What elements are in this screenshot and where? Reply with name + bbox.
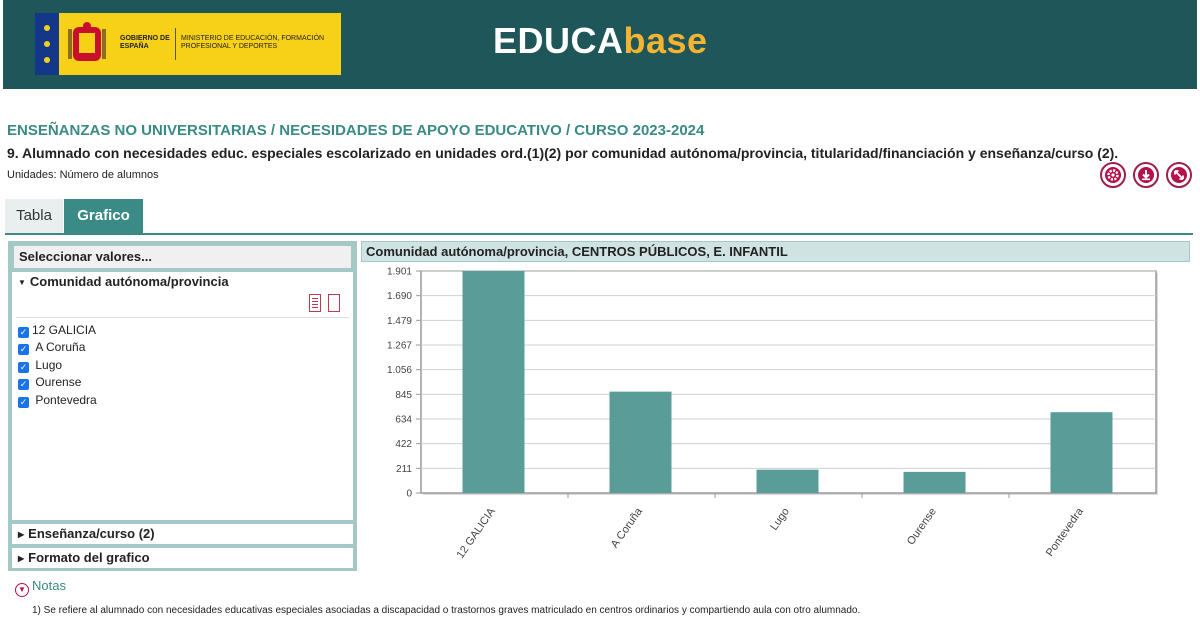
checkbox-checked-icon[interactable]: ✓ [19, 362, 28, 372]
list-item-label: Lugo [35, 358, 63, 372]
government-logo[interactable] [35, 13, 341, 75]
y-tick-label: 1.267 [386, 340, 412, 352]
units-label: Unidades: Número de alumnos [7, 169, 159, 181]
ministry-label: MINISTERIO DE EDUCACIÓN, FORMACIÓN PROFESIONAL Y DEPORTES [181, 35, 325, 50]
bar [463, 271, 525, 493]
checkbox-checked-icon[interactable]: ✓ [19, 344, 28, 354]
region-section [12, 272, 353, 520]
checkbox-checked-icon[interactable]: ✓ [19, 327, 28, 337]
section-divider [16, 317, 349, 318]
note-item: 1) Se refiere al alumnado con necesidades educativas especiales asociadas a discapacidad o trastornos graves matriculado en centros ordinarios y compartiendo aula con otro alumnado. [32, 605, 861, 616]
list-item-label: Pontevedra [35, 393, 97, 407]
chevron-down-icon: ▼ [15, 583, 29, 597]
educabase-logo[interactable] [493, 20, 708, 62]
breadcrumb: ENSEÑANZAS NO UNIVERSITARIAS / NECESIDADES DE APOYO EDUCATIVO / CURSO 2023-2024 [7, 122, 705, 139]
select-values-header: Seleccionar valores... [14, 246, 351, 268]
download-icon [1137, 166, 1155, 184]
tab-underline [5, 233, 1193, 235]
format-section-title: Formato del grafico [28, 550, 150, 565]
y-tick-label: 1.056 [386, 365, 412, 377]
list-item[interactable] [18, 374, 81, 390]
y-tick-label: 1.479 [386, 315, 412, 327]
notes-toggle[interactable] [15, 578, 66, 597]
selection-panel [8, 241, 357, 571]
bar [1051, 412, 1113, 493]
region-section-title: Comunidad autónoma/provincia [29, 274, 229, 289]
course-section-toggle[interactable] [12, 524, 353, 545]
plot-area [421, 271, 1156, 493]
list-item-label: Ourense [35, 375, 82, 389]
x-tick-label: A Coruña [608, 505, 645, 551]
tab-grafico[interactable]: Grafico [64, 199, 143, 233]
y-tick-label: 1.690 [386, 291, 412, 303]
bar [904, 472, 966, 493]
fullscreen-button[interactable] [1166, 162, 1192, 188]
site-header [3, 0, 1197, 89]
bar-chart [361, 262, 1190, 572]
x-tick-label: 12 GALICIA [454, 505, 498, 561]
y-tick-label: 1.901 [386, 266, 412, 278]
checkbox-checked-icon[interactable]: ✓ [19, 397, 28, 407]
bar [757, 470, 819, 493]
caret-down-icon: ▼ [18, 278, 26, 287]
select-all-icon[interactable] [309, 294, 321, 312]
format-section-toggle[interactable] [12, 548, 353, 569]
deselect-all-icon[interactable] [328, 294, 340, 312]
y-tick-label: 422 [395, 439, 412, 451]
brand-part2: base [623, 20, 708, 61]
x-tick-label: Ourense [904, 505, 939, 548]
checkbox-checked-icon[interactable]: ✓ [19, 379, 28, 389]
caret-right-icon: ▶ [18, 554, 25, 563]
brand-part1: EDUCA [493, 20, 624, 61]
list-item[interactable] [18, 322, 96, 338]
y-tick-label: 211 [396, 463, 412, 475]
download-button[interactable] [1133, 162, 1159, 188]
list-item-label: A Coruña [35, 340, 86, 354]
list-item[interactable] [18, 339, 85, 355]
format-section[interactable] [12, 548, 353, 568]
y-tick-label: 0 [406, 488, 412, 500]
course-section-title: Enseñanza/curso (2) [28, 526, 155, 541]
eu-flag-icon [35, 13, 59, 75]
settings-button[interactable] [1100, 162, 1126, 188]
list-item[interactable] [18, 392, 97, 408]
y-tick-label: 845 [395, 389, 412, 401]
x-tick-label: Lugo [768, 505, 792, 533]
course-section[interactable] [12, 524, 353, 544]
list-item[interactable] [18, 357, 62, 373]
logo-divider [175, 28, 176, 60]
gear-icon [1104, 166, 1122, 184]
coat-of-arms-icon [65, 21, 109, 67]
expand-icon [1170, 166, 1188, 184]
list-item-label: 12 GALICIA [32, 323, 97, 337]
y-tick-label: 634 [395, 414, 412, 426]
chart-title: Comunidad autónoma/provincia, CENTROS PÚBLICOS, E. INFANTIL [361, 241, 1190, 262]
x-tick-label: Pontevedra [1043, 505, 1086, 559]
government-label: GOBIERNO DE ESPAÑA [120, 35, 170, 50]
notes-label: Notas [32, 578, 66, 593]
caret-right-icon: ▶ [18, 530, 25, 539]
bar [610, 392, 672, 493]
tab-tabla[interactable]: Tabla [5, 199, 63, 233]
region-section-toggle[interactable] [12, 272, 353, 293]
page-title: 9. Alumnado con necesidades educ. especiales escolarizado en unidades ord.(1)(2) por comunidad autónoma/provincia, titularidad/financiación y enseñanza/curso (2). [7, 145, 1119, 161]
